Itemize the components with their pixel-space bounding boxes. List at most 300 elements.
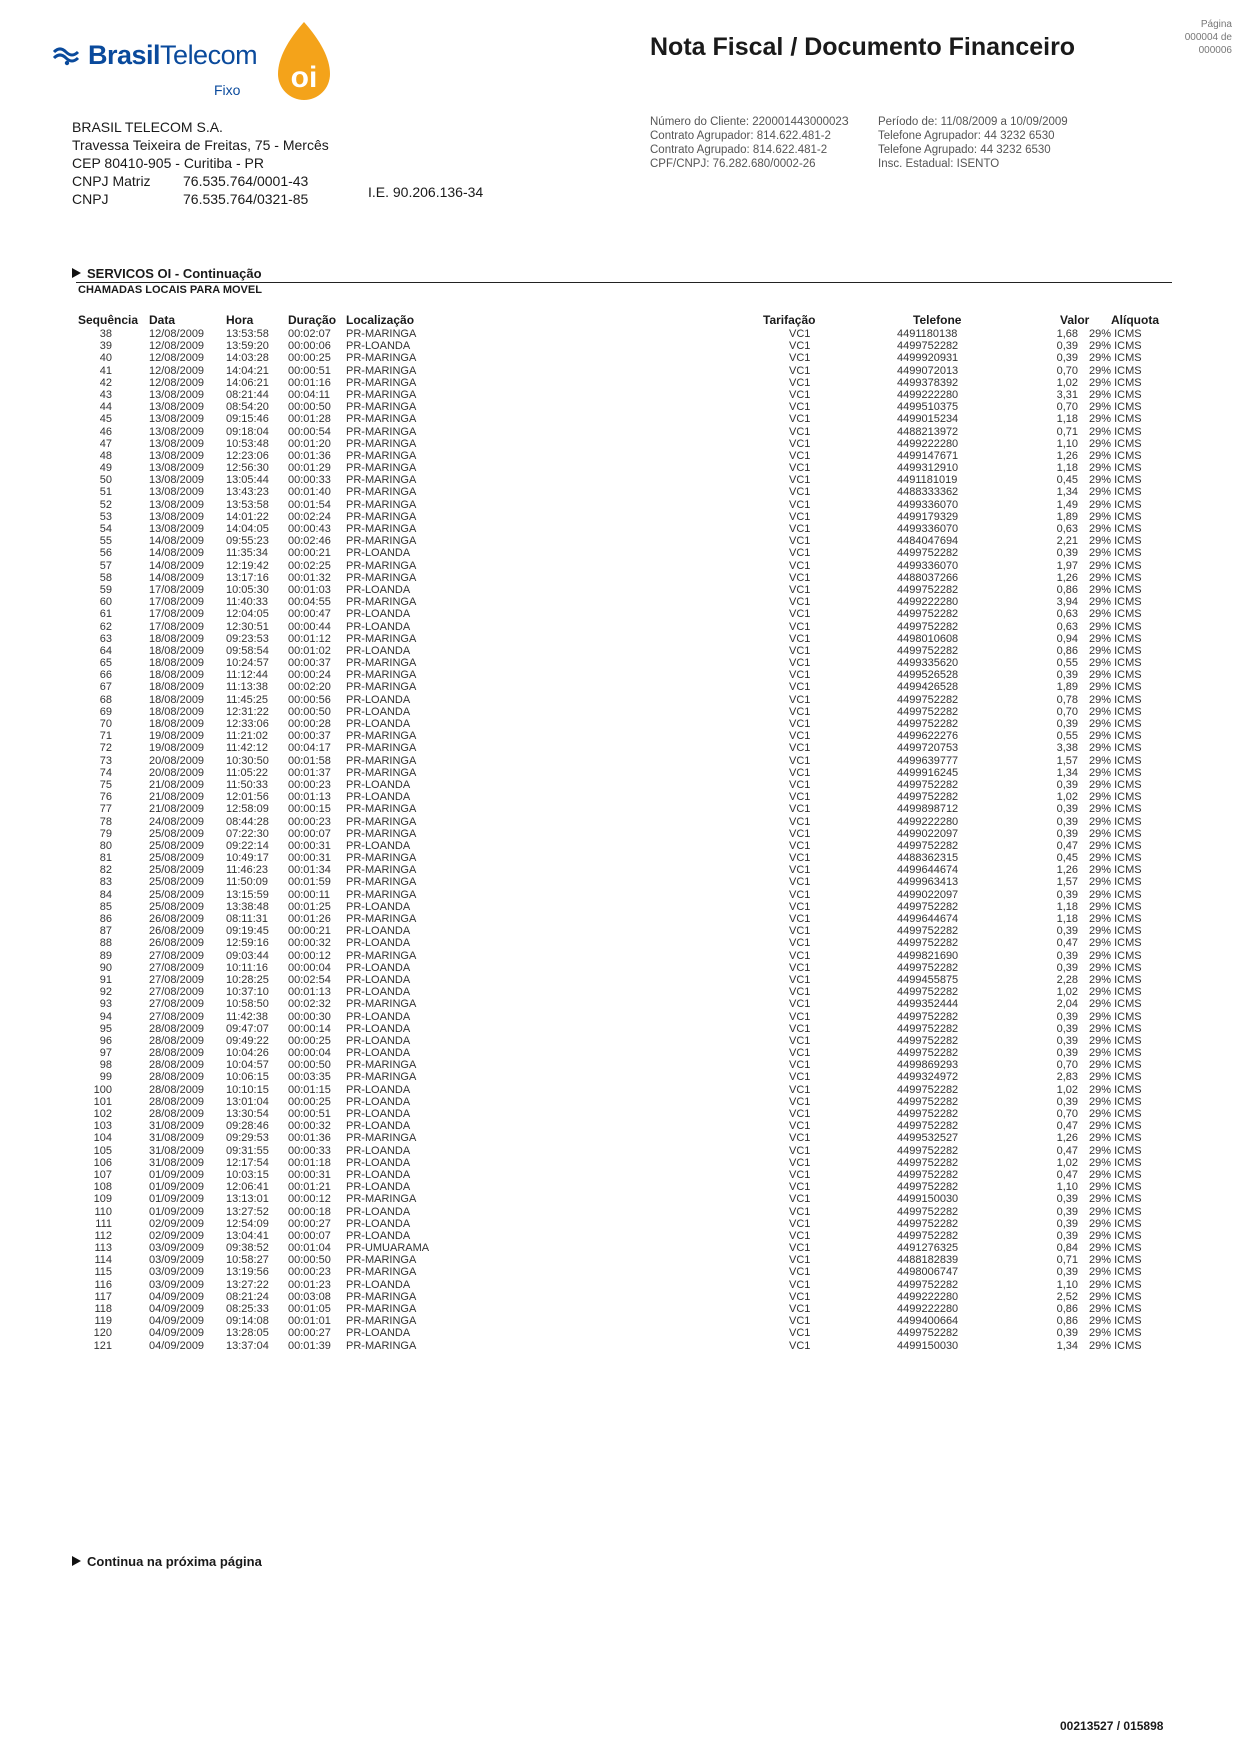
cell-sequencia: 104 bbox=[93, 1132, 112, 1145]
periodo: Período de: 11/08/2009 a 10/09/2009 bbox=[878, 116, 1068, 128]
table-row bbox=[78, 1340, 1172, 1352]
cell-aliquota: 29% ICMS bbox=[1089, 766, 1142, 779]
cell-sequencia: 102 bbox=[93, 1108, 112, 1120]
cell-duracao: 00:00:54 bbox=[288, 425, 331, 438]
table-row bbox=[78, 328, 1172, 340]
cell-hora: 08:25:33 bbox=[226, 1303, 269, 1315]
cell-hora: 12:33:06 bbox=[226, 718, 269, 730]
cell-telefone: 4499720753 bbox=[897, 742, 959, 755]
cell-tarifacao: VC1 bbox=[789, 510, 811, 523]
cell-aliquota: 29% ICMS bbox=[1089, 498, 1142, 511]
cell-telefone: 4499752282 bbox=[897, 961, 959, 974]
cell-telefone: 4499752282 bbox=[897, 1327, 959, 1340]
cell-duracao: 00:01:13 bbox=[288, 986, 331, 999]
table-row bbox=[78, 560, 1172, 572]
cell-valor: 0,39 bbox=[1056, 718, 1078, 730]
cell-data: 25/08/2009 bbox=[149, 900, 205, 913]
table-row bbox=[78, 694, 1172, 706]
cell-duracao: 00:00:33 bbox=[288, 474, 331, 487]
cell-localizacao: PR-MARINGA bbox=[346, 827, 417, 840]
cell-hora: 13:04:41 bbox=[226, 1229, 269, 1242]
cell-hora: 13:05:44 bbox=[226, 474, 269, 487]
cell-telefone: 4499752282 bbox=[897, 1010, 959, 1023]
cell-aliquota: 29% ICMS bbox=[1089, 547, 1142, 560]
cell-valor: 1,34 bbox=[1056, 1339, 1078, 1352]
cell-data: 27/08/2009 bbox=[149, 961, 205, 974]
cell-localizacao: PR-MARINGA bbox=[346, 815, 417, 828]
cell-telefone: 4499752282 bbox=[897, 583, 959, 596]
brasil-telecom-logo bbox=[52, 40, 258, 100]
cell-data: 18/08/2009 bbox=[149, 718, 205, 730]
cell-data: 12/08/2009 bbox=[149, 376, 205, 389]
cell-telefone: 4499920931 bbox=[897, 352, 959, 365]
cell-valor: 1,97 bbox=[1056, 559, 1078, 572]
brand-bold: Brasil bbox=[88, 40, 161, 70]
cell-data: 31/08/2009 bbox=[149, 1144, 205, 1157]
cell-telefone: 4499455875 bbox=[897, 973, 959, 986]
cell-telefone: 4488362315 bbox=[897, 852, 959, 865]
cell-aliquota: 29% ICMS bbox=[1089, 486, 1142, 499]
cell-tarifacao: VC1 bbox=[789, 1083, 811, 1096]
table-row bbox=[78, 1206, 1172, 1218]
cell-localizacao: PR-MARINGA bbox=[346, 535, 417, 548]
cell-valor: 0,86 bbox=[1056, 1315, 1078, 1328]
cell-valor: 0,47 bbox=[1056, 937, 1078, 950]
cell-data: 28/08/2009 bbox=[149, 1071, 205, 1084]
cnpj-value: 76.535.764/0321-85 bbox=[183, 191, 309, 207]
cell-sequencia: 79 bbox=[99, 827, 112, 840]
cell-aliquota: 29% ICMS bbox=[1089, 535, 1142, 548]
table-header bbox=[78, 313, 1172, 327]
cell-tarifacao: VC1 bbox=[789, 1315, 811, 1328]
cell-localizacao: PR-LOANDA bbox=[346, 644, 411, 657]
table-row bbox=[78, 621, 1172, 633]
cell-data: 04/09/2009 bbox=[149, 1290, 205, 1303]
cell-hora: 09:31:55 bbox=[226, 1144, 269, 1157]
cell-data: 01/09/2009 bbox=[149, 1168, 205, 1181]
table-row bbox=[78, 633, 1172, 645]
call-table-body bbox=[78, 328, 1172, 1352]
cell-tarifacao: VC1 bbox=[789, 328, 811, 340]
cell-duracao: 00:00:50 bbox=[288, 705, 331, 718]
cell-sequencia: 58 bbox=[99, 571, 112, 584]
cell-duracao: 00:01:29 bbox=[288, 462, 331, 475]
cell-duracao: 00:00:07 bbox=[288, 1229, 331, 1242]
company-name: BRASIL TELECOM S.A. bbox=[72, 119, 223, 135]
cell-telefone: 4499150030 bbox=[897, 1193, 959, 1206]
table-row bbox=[78, 352, 1172, 364]
cell-valor: 2,04 bbox=[1056, 998, 1078, 1011]
cell-tarifacao: VC1 bbox=[789, 1254, 811, 1267]
cell-sequencia: 109 bbox=[93, 1193, 112, 1206]
cell-localizacao: PR-MARINGA bbox=[346, 669, 417, 682]
cell-telefone: 4499072013 bbox=[897, 364, 959, 377]
cell-telefone: 4499752282 bbox=[897, 1168, 959, 1181]
cell-telefone: 4488037266 bbox=[897, 571, 959, 584]
cell-data: 12/08/2009 bbox=[149, 364, 205, 377]
cell-hora: 14:04:05 bbox=[226, 523, 269, 535]
cell-sequencia: 99 bbox=[99, 1071, 112, 1084]
cell-data: 18/08/2009 bbox=[149, 681, 205, 694]
cell-tarifacao: VC1 bbox=[789, 998, 811, 1011]
cell-valor: 1,89 bbox=[1056, 681, 1078, 694]
cell-valor: 0,63 bbox=[1056, 523, 1078, 535]
table-row bbox=[78, 377, 1172, 389]
cell-valor: 1,10 bbox=[1056, 1278, 1078, 1291]
cell-tarifacao: VC1 bbox=[789, 474, 811, 487]
cell-aliquota: 29% ICMS bbox=[1089, 1059, 1142, 1072]
table-row bbox=[78, 511, 1172, 523]
cell-aliquota: 29% ICMS bbox=[1089, 1315, 1142, 1328]
cell-telefone: 4499526528 bbox=[897, 669, 959, 682]
cell-data: 24/08/2009 bbox=[149, 815, 205, 828]
cell-hora: 10:49:17 bbox=[226, 852, 269, 865]
cell-tarifacao: VC1 bbox=[789, 1229, 811, 1242]
cell-hora: 11:13:38 bbox=[226, 681, 269, 694]
cell-duracao: 00:03:08 bbox=[288, 1290, 331, 1303]
cell-hora: 12:04:05 bbox=[226, 608, 269, 621]
cell-sequencia: 97 bbox=[99, 1047, 112, 1060]
cell-hora: 09:15:46 bbox=[226, 413, 269, 426]
cell-valor: 0,39 bbox=[1056, 1229, 1078, 1242]
cell-tarifacao: VC1 bbox=[789, 596, 811, 609]
cell-aliquota: 29% ICMS bbox=[1089, 754, 1142, 767]
cell-aliquota: 29% ICMS bbox=[1089, 1144, 1142, 1157]
table-row bbox=[78, 1011, 1172, 1023]
cell-aliquota: 29% ICMS bbox=[1089, 523, 1142, 535]
cell-data: 25/08/2009 bbox=[149, 827, 205, 840]
cell-valor: 1,18 bbox=[1056, 413, 1078, 426]
cpf-cnpj: CPF/CNPJ: 76.282.680/0002-26 bbox=[650, 158, 816, 170]
cell-hora: 13:27:22 bbox=[226, 1278, 269, 1291]
cell-telefone: 4499752282 bbox=[897, 1217, 959, 1230]
cell-telefone: 4499752282 bbox=[897, 1022, 959, 1035]
cell-tarifacao: VC1 bbox=[789, 413, 811, 426]
cell-duracao: 00:00:31 bbox=[288, 852, 331, 865]
col-sequencia: Sequência bbox=[78, 313, 139, 327]
table-row bbox=[78, 1242, 1172, 1254]
cell-valor: 1,10 bbox=[1056, 437, 1078, 450]
cnpj-matriz-label: CNPJ Matriz bbox=[72, 173, 151, 189]
cell-localizacao: PR-MARINGA bbox=[346, 852, 417, 865]
cell-aliquota: 29% ICMS bbox=[1089, 474, 1142, 487]
cell-tarifacao: VC1 bbox=[789, 718, 811, 730]
cell-hora: 12:59:16 bbox=[226, 937, 269, 950]
cell-tarifacao: VC1 bbox=[789, 462, 811, 475]
cell-data: 21/08/2009 bbox=[149, 778, 205, 791]
table-row bbox=[78, 1181, 1172, 1193]
cell-valor: 0,39 bbox=[1056, 1217, 1078, 1230]
cell-sequencia: 64 bbox=[99, 644, 112, 657]
cell-hora: 09:19:45 bbox=[226, 925, 269, 938]
cell-aliquota: 29% ICMS bbox=[1089, 401, 1142, 414]
cell-tarifacao: VC1 bbox=[789, 376, 811, 389]
cell-telefone: 4499898712 bbox=[897, 803, 959, 816]
col-duracao: Duração bbox=[288, 313, 337, 327]
cell-hora: 12:54:09 bbox=[226, 1217, 269, 1230]
cell-localizacao: PR-UMUARAMA bbox=[346, 1242, 430, 1255]
cell-sequencia: 92 bbox=[99, 986, 112, 999]
cell-sequencia: 83 bbox=[99, 876, 112, 889]
cell-sequencia: 47 bbox=[99, 437, 112, 450]
cell-hora: 11:12:44 bbox=[226, 669, 269, 682]
cell-sequencia: 77 bbox=[99, 803, 112, 816]
cell-hora: 11:40:33 bbox=[226, 596, 269, 609]
table-row bbox=[78, 925, 1172, 937]
cell-duracao: 00:00:15 bbox=[288, 803, 331, 816]
cell-data: 31/08/2009 bbox=[149, 1120, 205, 1133]
cell-sequencia: 72 bbox=[99, 742, 112, 755]
cell-tarifacao: VC1 bbox=[789, 1022, 811, 1035]
customer-info-right bbox=[878, 115, 1068, 171]
cell-tarifacao: VC1 bbox=[789, 815, 811, 828]
cell-sequencia: 96 bbox=[99, 1034, 112, 1047]
cell-sequencia: 103 bbox=[93, 1120, 112, 1133]
table-row bbox=[78, 950, 1172, 962]
cell-telefone: 4499752282 bbox=[897, 925, 959, 938]
cell-duracao: 00:00:31 bbox=[288, 1168, 331, 1181]
cell-sequencia: 53 bbox=[99, 510, 112, 523]
cell-tarifacao: VC1 bbox=[789, 620, 811, 633]
cell-localizacao: PR-MARINGA bbox=[346, 1132, 417, 1145]
cell-data: 25/08/2009 bbox=[149, 839, 205, 852]
cell-duracao: 00:02:20 bbox=[288, 681, 331, 694]
cell-data: 13/08/2009 bbox=[149, 474, 205, 487]
cell-sequencia: 94 bbox=[99, 1010, 112, 1023]
table-row bbox=[78, 1291, 1172, 1303]
cell-valor: 1,18 bbox=[1056, 462, 1078, 475]
cell-sequencia: 82 bbox=[99, 864, 112, 877]
cell-tarifacao: VC1 bbox=[789, 888, 811, 901]
table-row bbox=[78, 450, 1172, 462]
table-row bbox=[78, 840, 1172, 852]
cell-data: 18/08/2009 bbox=[149, 705, 205, 718]
cell-hora: 11:42:12 bbox=[226, 742, 269, 755]
cell-telefone: 4499022097 bbox=[897, 827, 959, 840]
cell-duracao: 00:01:26 bbox=[288, 913, 331, 925]
cell-hora: 09:38:52 bbox=[226, 1242, 269, 1255]
cell-aliquota: 29% ICMS bbox=[1089, 913, 1142, 925]
table-row bbox=[78, 962, 1172, 974]
cell-aliquota: 29% ICMS bbox=[1089, 803, 1142, 816]
cell-data: 04/09/2009 bbox=[149, 1303, 205, 1315]
cell-data: 18/08/2009 bbox=[149, 693, 205, 706]
cell-hora: 10:06:15 bbox=[226, 1071, 269, 1084]
cell-duracao: 00:00:37 bbox=[288, 730, 331, 743]
cell-localizacao: PR-MARINGA bbox=[346, 1193, 417, 1206]
cell-valor: 0,55 bbox=[1056, 657, 1078, 670]
cell-valor: 0,39 bbox=[1056, 1047, 1078, 1060]
cell-duracao: 00:00:50 bbox=[288, 1254, 331, 1267]
cell-tarifacao: VC1 bbox=[789, 1217, 811, 1230]
cell-localizacao: PR-MARINGA bbox=[346, 474, 417, 487]
cell-sequencia: 74 bbox=[99, 766, 112, 779]
cell-telefone: 4499532527 bbox=[897, 1132, 959, 1145]
cell-tarifacao: VC1 bbox=[789, 1071, 811, 1084]
cell-hora: 11:21:02 bbox=[226, 730, 269, 743]
cell-duracao: 00:00:47 bbox=[288, 608, 331, 621]
table-row bbox=[78, 1035, 1172, 1047]
cell-telefone: 4499752282 bbox=[897, 778, 959, 791]
table-row bbox=[78, 1303, 1172, 1315]
cell-localizacao: PR-LOANDA bbox=[346, 693, 411, 706]
cell-tarifacao: VC1 bbox=[789, 839, 811, 852]
cell-data: 26/08/2009 bbox=[149, 925, 205, 938]
cell-sequencia: 52 bbox=[99, 498, 112, 511]
cell-sequencia: 38 bbox=[99, 328, 112, 340]
cell-duracao: 00:00:12 bbox=[288, 1193, 331, 1206]
cell-localizacao: PR-LOANDA bbox=[346, 961, 411, 974]
cell-aliquota: 29% ICMS bbox=[1089, 1290, 1142, 1303]
cell-sequencia: 88 bbox=[99, 937, 112, 950]
cell-aliquota: 29% ICMS bbox=[1089, 510, 1142, 523]
cell-tarifacao: VC1 bbox=[789, 352, 811, 365]
cell-telefone: 4499752282 bbox=[897, 547, 959, 560]
cell-localizacao: PR-MARINGA bbox=[346, 1303, 417, 1315]
cell-aliquota: 29% ICMS bbox=[1089, 608, 1142, 621]
cell-tarifacao: VC1 bbox=[789, 1047, 811, 1060]
cell-aliquota: 29% ICMS bbox=[1089, 328, 1142, 340]
cell-telefone: 4488333362 bbox=[897, 486, 959, 499]
cell-localizacao: PR-LOANDA bbox=[346, 778, 411, 791]
cell-valor: 1,02 bbox=[1056, 1083, 1078, 1096]
cell-localizacao: PR-MARINGA bbox=[346, 449, 417, 462]
cell-aliquota: 29% ICMS bbox=[1089, 1010, 1142, 1023]
cell-aliquota: 29% ICMS bbox=[1089, 730, 1142, 743]
cell-localizacao: PR-MARINGA bbox=[346, 401, 417, 414]
cell-duracao: 00:02:24 bbox=[288, 510, 331, 523]
cell-duracao: 00:01:02 bbox=[288, 644, 331, 657]
cell-aliquota: 29% ICMS bbox=[1089, 1242, 1142, 1255]
cell-telefone: 4499222280 bbox=[897, 388, 959, 401]
cell-localizacao: PR-MARINGA bbox=[346, 1290, 417, 1303]
cell-valor: 0,39 bbox=[1056, 1193, 1078, 1206]
cell-telefone: 4499639777 bbox=[897, 754, 959, 767]
cell-tarifacao: VC1 bbox=[789, 1144, 811, 1157]
cell-tarifacao: VC1 bbox=[789, 1242, 811, 1255]
cell-sequencia: 86 bbox=[99, 913, 112, 925]
cell-data: 14/08/2009 bbox=[149, 547, 205, 560]
cell-data: 28/08/2009 bbox=[149, 1047, 205, 1060]
cell-valor: 2,28 bbox=[1056, 973, 1078, 986]
cell-telefone: 4499644674 bbox=[897, 864, 959, 877]
table-row bbox=[78, 816, 1172, 828]
table-row bbox=[78, 1023, 1172, 1035]
table-row bbox=[78, 986, 1172, 998]
cell-localizacao: PR-MARINGA bbox=[346, 754, 417, 767]
telefone-agrupador: Telefone Agrupador: 44 3232 6530 bbox=[878, 130, 1055, 142]
cell-valor: 0,71 bbox=[1056, 425, 1078, 438]
cell-valor: 0,70 bbox=[1056, 1059, 1078, 1072]
cell-sequencia: 84 bbox=[99, 888, 112, 901]
cell-valor: 0,39 bbox=[1056, 669, 1078, 682]
cell-tarifacao: VC1 bbox=[789, 559, 811, 572]
cell-duracao: 00:00:25 bbox=[288, 1095, 331, 1108]
cell-data: 13/08/2009 bbox=[149, 401, 205, 414]
cell-valor: 0,39 bbox=[1056, 1266, 1078, 1279]
table-row bbox=[78, 413, 1172, 425]
cell-duracao: 00:00:12 bbox=[288, 949, 331, 962]
cell-aliquota: 29% ICMS bbox=[1089, 632, 1142, 645]
cell-aliquota: 29% ICMS bbox=[1089, 1278, 1142, 1291]
cell-localizacao: PR-MARINGA bbox=[346, 876, 417, 889]
table-row bbox=[78, 1193, 1172, 1205]
cell-valor: 1,89 bbox=[1056, 510, 1078, 523]
cell-telefone: 4499752282 bbox=[897, 1034, 959, 1047]
table-row bbox=[78, 645, 1172, 657]
cell-hora: 14:01:22 bbox=[226, 510, 269, 523]
cell-duracao: 00:00:32 bbox=[288, 1120, 331, 1133]
cell-valor: 0,70 bbox=[1056, 705, 1078, 718]
cell-aliquota: 29% ICMS bbox=[1089, 888, 1142, 901]
table-row bbox=[78, 596, 1172, 608]
cell-localizacao: PR-LOANDA bbox=[346, 900, 411, 913]
cell-duracao: 00:02:07 bbox=[288, 328, 331, 340]
cell-tarifacao: VC1 bbox=[789, 1108, 811, 1120]
cell-localizacao: PR-MARINGA bbox=[346, 486, 417, 499]
table-row bbox=[78, 572, 1172, 584]
cell-valor: 1,02 bbox=[1056, 376, 1078, 389]
cell-valor: 0,39 bbox=[1056, 547, 1078, 560]
table-row bbox=[78, 730, 1172, 742]
cell-data: 27/08/2009 bbox=[149, 1010, 205, 1023]
cell-telefone: 4499963413 bbox=[897, 876, 959, 889]
cell-aliquota: 29% ICMS bbox=[1089, 559, 1142, 572]
cell-data: 25/08/2009 bbox=[149, 888, 205, 901]
cell-valor: 1,18 bbox=[1056, 913, 1078, 925]
cell-localizacao: PR-LOANDA bbox=[346, 925, 411, 938]
cell-aliquota: 29% ICMS bbox=[1089, 1034, 1142, 1047]
cell-aliquota: 29% ICMS bbox=[1089, 388, 1142, 401]
cell-tarifacao: VC1 bbox=[789, 669, 811, 682]
cell-hora: 09:47:07 bbox=[226, 1022, 269, 1035]
cell-duracao: 00:02:54 bbox=[288, 973, 331, 986]
cell-telefone: 4499752282 bbox=[897, 937, 959, 950]
cell-aliquota: 29% ICMS bbox=[1089, 352, 1142, 365]
cell-aliquota: 29% ICMS bbox=[1089, 852, 1142, 865]
cell-telefone: 4499378392 bbox=[897, 376, 959, 389]
cell-tarifacao: VC1 bbox=[789, 486, 811, 499]
cell-hora: 10:04:57 bbox=[226, 1059, 269, 1072]
cell-localizacao: PR-LOANDA bbox=[346, 1181, 411, 1194]
inscricao-estadual: I.E. 90.206.136-34 bbox=[368, 184, 484, 200]
insc-estadual: Insc. Estadual: ISENTO bbox=[878, 158, 1000, 170]
cell-hora: 08:21:24 bbox=[226, 1290, 269, 1303]
table-row bbox=[78, 767, 1172, 779]
cell-hora: 13:17:16 bbox=[226, 571, 269, 584]
cell-hora: 13:19:56 bbox=[226, 1266, 269, 1279]
cell-tarifacao: VC1 bbox=[789, 754, 811, 767]
cell-valor: 1,26 bbox=[1056, 864, 1078, 877]
col-aliquota: Alíquota bbox=[1111, 313, 1159, 327]
cell-sequencia: 78 bbox=[99, 815, 112, 828]
table-row bbox=[78, 1254, 1172, 1266]
cell-telefone: 4499752282 bbox=[897, 1278, 959, 1291]
cell-telefone: 4499752282 bbox=[897, 1205, 959, 1218]
cell-localizacao: PR-LOANDA bbox=[346, 973, 411, 986]
cell-duracao: 00:00:50 bbox=[288, 401, 331, 414]
cell-valor: 0,39 bbox=[1056, 778, 1078, 791]
cell-valor: 0,39 bbox=[1056, 888, 1078, 901]
cell-valor: 0,39 bbox=[1056, 352, 1078, 365]
cell-data: 21/08/2009 bbox=[149, 803, 205, 816]
cell-hora: 13:27:52 bbox=[226, 1205, 269, 1218]
cell-hora: 12:56:30 bbox=[226, 462, 269, 475]
cell-duracao: 00:01:15 bbox=[288, 1083, 331, 1096]
brasil-telecom-wave-icon bbox=[52, 44, 82, 66]
cell-aliquota: 29% ICMS bbox=[1089, 1047, 1142, 1060]
cell-data: 12/08/2009 bbox=[149, 328, 205, 340]
